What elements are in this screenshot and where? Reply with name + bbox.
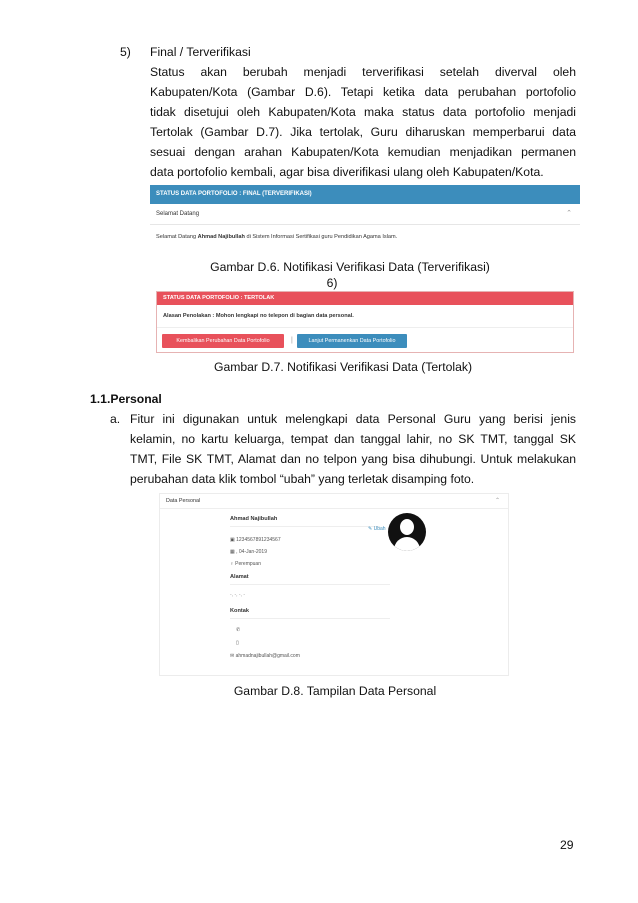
id-card-icon: ▣ — [230, 537, 235, 543]
avatar — [388, 513, 426, 551]
figure-d6-screenshot — [150, 185, 580, 253]
button-separator: | — [291, 337, 293, 344]
mobile-icon: ▯ — [236, 640, 239, 646]
divider — [230, 618, 390, 619]
divider — [230, 584, 390, 585]
figure-d6-caption-number: 6) — [326, 276, 338, 290]
gender-icon: ♀ — [230, 561, 234, 567]
personal-panel-title: Data Personal — [166, 498, 201, 504]
paragraph-line: perubahan data klik tombol “ubah” yang terletak disamping foto. — [130, 472, 475, 486]
chevron-up-icon[interactable]: ⌃ — [566, 210, 572, 217]
envelope-icon: ✉ — [230, 653, 235, 659]
personal-panel-header[interactable] — [160, 494, 508, 509]
paragraph-line: Tertolak (Gambar D.7). Jika tertolak, Guru diharuskan memperbarui data — [150, 125, 576, 139]
welcome-panel-header[interactable] — [150, 204, 580, 225]
welcome-message: Selamat Datang Ahmad Najibullah di Sistem Informasi Sertifikasi guru Pendidikan Agama Islam. — [156, 234, 398, 240]
figure-d7-screenshot — [156, 291, 574, 353]
user-name: Ahmad Najibullah — [197, 234, 245, 240]
address-value: -, -, -, - — [230, 592, 245, 598]
figure-d8-screenshot — [159, 493, 509, 676]
page-number: 29 — [560, 838, 574, 852]
paragraph-line: tidak disetujui oleh Kabupaten/Kota maka status data portofolio menjadi — [150, 105, 576, 119]
status-bar-verified: STATUS DATA PORTOFOLIO : FINAL (TERVERIFIKASI) — [150, 185, 580, 204]
paragraph-line: Kabupaten/Kota (Gambar D.6). Tetapi ketika data perubahan portofolio — [150, 85, 576, 99]
rejection-reason: Alasan Penolakan : Mohon lengkapi no telepon di bagian data personal. — [157, 305, 573, 328]
welcome-panel-title: Selamat Datang — [156, 211, 200, 217]
revert-portfolio-button[interactable]: Kembalikan Perubahan Data Portofolio — [162, 334, 284, 348]
list-letter-a: a. — [110, 412, 121, 426]
section-heading-personal: 1.1.Personal — [90, 392, 162, 406]
divider — [230, 526, 380, 527]
paragraph-line: kelamin, no kartu keluarga, tempat dan tanggal lahir, no SK TMT, tanggal SK — [130, 432, 576, 446]
finalize-portfolio-button[interactable]: Lanjut Permanenkan Data Portofolio — [297, 334, 407, 348]
paragraph-line: sesuai dengan arahan Kabupaten/Kota kemudian menjadikan permanen — [150, 145, 576, 159]
section-5-title: Final / Terverifikasi — [150, 45, 251, 59]
edit-icon: ✎ — [368, 526, 373, 532]
edit-button[interactable]: ✎ Ubah — [368, 526, 386, 532]
chevron-up-icon[interactable]: ⌃ — [494, 498, 500, 504]
gender: ♀ Perempuan — [230, 561, 261, 567]
paragraph-line: Status akan berubah menjadi terverifikasi setelah diverval oleh — [150, 65, 576, 79]
figure-d6-caption: Gambar D.6. Notifikasi Verifikasi Data (Terverifikasi) — [210, 260, 490, 274]
id-number: ▣ 1234567891234567 — [230, 537, 281, 543]
birth-date: ▦ , 04-Jan-2019 — [230, 549, 267, 555]
paragraph-line: Fitur ini digunakan untuk melengkapi data Personal Guru yang berisi jenis — [130, 412, 576, 426]
email: ✉ ahmadnajibullah@gmail.com — [230, 653, 300, 659]
status-bar-rejected: STATUS DATA PORTOFOLIO : TERTOLAK — [157, 292, 573, 305]
phone-icon: ✆ — [236, 627, 241, 633]
figure-d7-caption: Gambar D.7. Notifikasi Verifikasi Data (Tertolak) — [213, 360, 473, 374]
figure-d8-caption: Gambar D.8. Tampilan Data Personal — [233, 684, 437, 698]
calendar-icon: ▦ — [230, 549, 235, 555]
address-heading: Alamat — [230, 574, 249, 580]
paragraph-line: TMT, File SK TMT, Alamat dan no telpon yang bisa dihubungi. Untuk melakukan — [130, 452, 576, 466]
paragraph-line: data portofolio kembali, agar bisa diverifikasi ulang oleh Kabupaten/Kota. — [150, 165, 544, 179]
list-number-5: 5) — [120, 45, 131, 59]
profile-name: Ahmad Najibullah — [230, 516, 278, 522]
contact-heading: Kontak — [230, 608, 249, 614]
